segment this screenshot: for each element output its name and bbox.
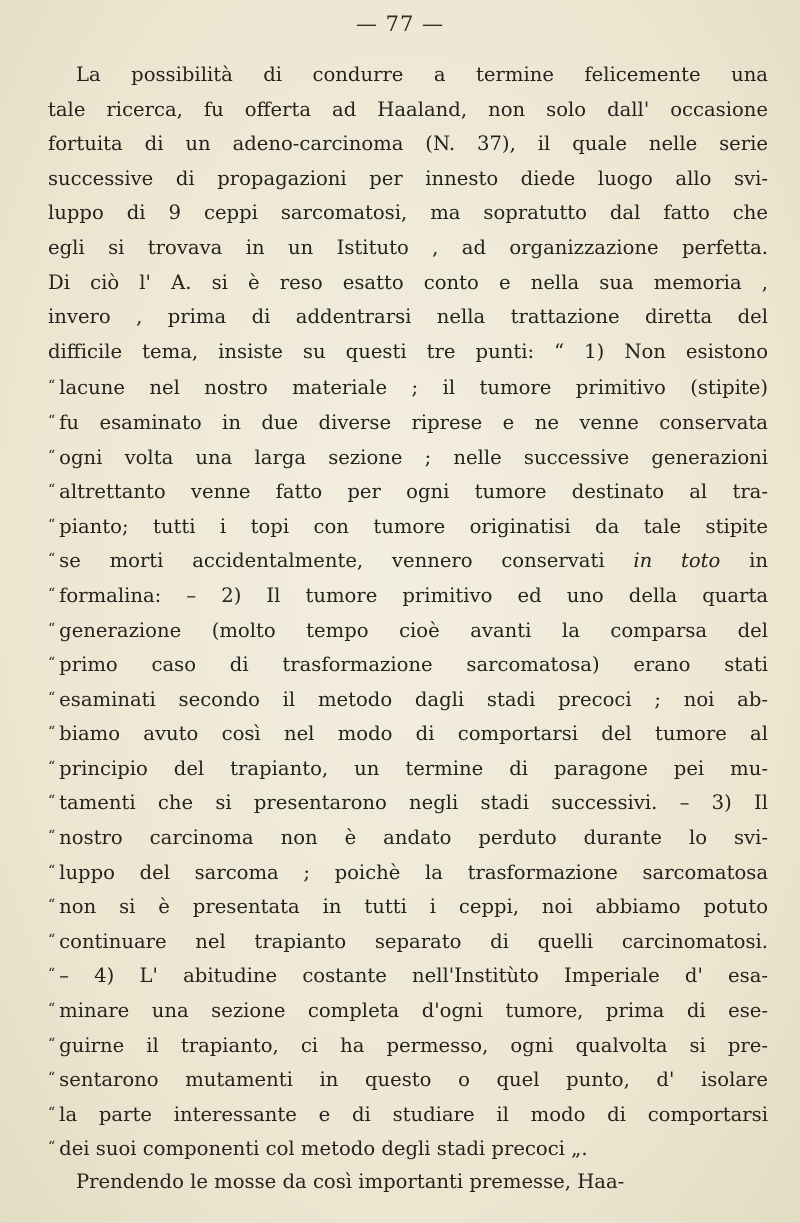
quote-mark: “ [48,1035,56,1052]
text-line [48,473,768,508]
text-line [48,93,768,128]
line-text: luppo del sarcoma ; poichè la trasformazione sarcomatosa [59,860,768,884]
line-text: guirne il trapianto, ci ha permesso, ogni qualvolta si pre- [59,1033,768,1057]
line-text: successive di propagazioni per innesto diede luogo allo svi- [48,166,768,190]
line-text: luppo di 9 ceppi sarcomatosi, ma sopratutto dal fatto che [48,201,768,225]
line-text: pianto; tutti i topi con tumore originatisi da tale stipite [59,514,768,538]
text-line [48,369,768,404]
line-text: principio del trapianto, un termine di paragone pei mu- [59,756,768,780]
text-line [48,1130,768,1165]
text-line [48,819,768,854]
line-text: fu esaminato in due diverse riprese e ne venne conservata [59,410,768,434]
line-text: se morti accidentalmente, vennero conservati [59,549,634,573]
quote-mark: “ [48,897,56,914]
text-line [48,508,768,543]
line-text: egli si trovava in un Istituto , ad organizzazione perfetta. [48,235,768,259]
quote-mark: “ [48,482,56,499]
text-line [48,888,768,923]
text-line [48,1096,768,1131]
line-text: continuare nel trapianto separato di quelli carcinomatosi. [59,929,768,953]
line-text: – 4) L' abitudine costante nell'Institùto Imperiale d' esa- [59,964,768,988]
text-line [48,646,768,681]
text-line [48,1027,768,1062]
text-line [48,750,768,785]
quote-mark: “ [48,1001,56,1018]
line-text: minare una sezione completa d'ogni tumore, prima di ese- [59,999,768,1023]
text-line [48,335,768,370]
quote-mark: “ [48,447,56,464]
line-text: dei suoi componenti col metodo degli stadi precoci „. [59,1137,588,1161]
quote-mark: “ [48,516,56,533]
quote-mark: “ [48,655,56,672]
page-number: — 77 — [355,12,445,36]
italic-text: in toto [633,549,721,573]
quote-mark: “ [48,551,56,568]
text-line [48,542,768,577]
line-text: formalina: – 2) Il tumore primitivo ed uno della quarta [59,583,768,607]
quote-mark: “ [48,966,56,983]
text-line [48,715,768,750]
quote-mark: “ [48,620,56,637]
line-text: tamenti che si presentarono negli stadi successivi. – 3) Il [59,791,768,815]
line-text: biamo avuto così nel modo di comportarsi del tumore al [59,722,768,746]
quote-mark: “ [48,828,56,845]
line-text: Di ciò l' A. si è reso esatto conto e nella sua memoria , [48,270,768,294]
text-line [48,612,768,647]
quote-mark: “ [48,862,56,879]
line-text: Prendendo le mosse da così importanti premesse, Haa- [76,1170,625,1193]
quote-mark: “ [48,931,56,948]
text-line [48,784,768,819]
line-text: non si è presentata in tutti i ceppi, noi abbiamo potuto [59,895,768,919]
quote-mark: “ [48,1139,56,1156]
quote-mark: “ [48,585,56,602]
line-text: difficile tema, insiste su questi tre punti: “ 1) Non esistono [48,339,768,363]
quote-mark: “ [48,724,56,741]
line-text: in [720,549,768,573]
line-text: ogni volta una larga sezione ; nelle successive generazioni [59,445,768,469]
text-line [48,404,768,439]
text-line [48,300,768,335]
body-text [48,58,768,1200]
line-text: sentarono mutamenti in questo o quel punto, d' isolare [59,1068,768,1092]
line-text: lacune nel nostro materiale ; il tumore primitivo (stipite) [59,376,768,400]
text-line [48,439,768,474]
line-text: tale ricerca, fu offerta ad Haaland, non solo dall' occasione [48,97,768,121]
text-line [48,681,768,716]
text-line [48,1165,768,1200]
line-text: generazione (molto tempo cioè avanti la comparsa del [59,618,768,642]
line-text: la parte interessante e di studiare il modo di comportarsi [59,1102,768,1126]
text-line [48,162,768,197]
quote-mark: “ [48,1070,56,1087]
text-line [48,992,768,1027]
line-text: altrettanto venne fatto per ogni tumore destinato al tra- [59,480,768,504]
text-line [48,923,768,958]
text-line [48,231,768,266]
text-line [48,266,768,301]
line-text: esaminati secondo il metodo dagli stadi precoci ; noi ab- [59,687,768,711]
line-text: primo caso di trasformazione sarcomatosa) erano stati [59,653,768,677]
text-line [48,1061,768,1096]
quote-mark: “ [48,689,56,706]
quote-mark: “ [48,758,56,775]
quote-mark: “ [48,378,56,395]
text-line [48,127,768,162]
text-line [48,196,768,231]
quote-mark: “ [48,793,56,810]
quote-mark: “ [48,1104,56,1121]
line-text: La possibilità di condurre a termine felicemente una [76,63,768,86]
quote-mark: “ [48,412,56,429]
line-text: invero , prima di addentrarsi nella trattazione diretta del [48,305,768,329]
text-line [48,957,768,992]
line-text: fortuita di un adeno-carcinoma (N. 37), il quale nelle serie [48,132,768,156]
text-line [48,854,768,889]
text-line [48,577,768,612]
line-text: nostro carcinoma non è andato perduto durante lo svi- [59,826,768,850]
text-line [48,58,768,93]
